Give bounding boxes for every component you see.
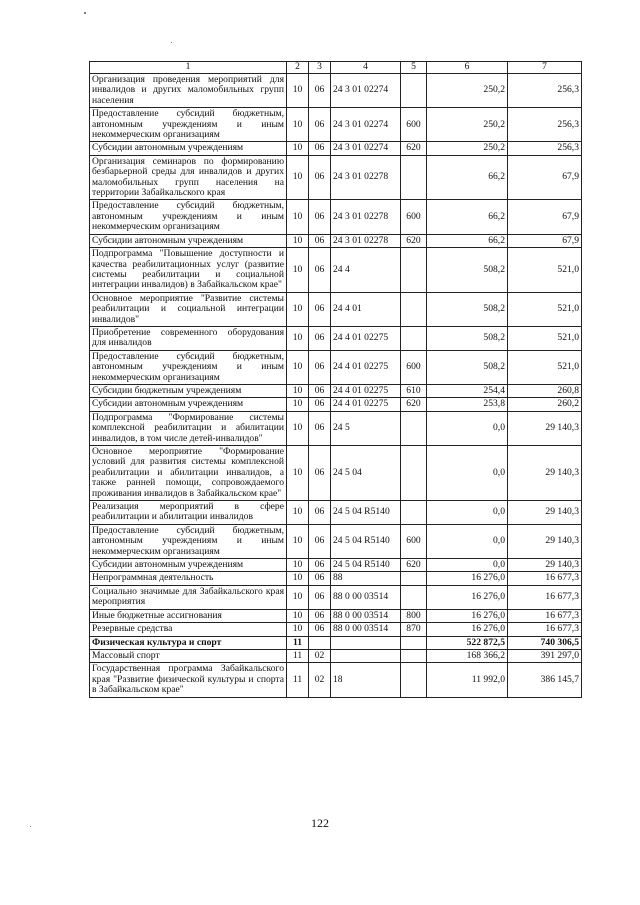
expense-type-cell: [401, 446, 427, 501]
section-code-cell: 10: [287, 501, 309, 525]
table-row: [90, 609, 582, 622]
amount-year2-cell: 256,3: [508, 108, 582, 142]
expense-type-cell: [401, 74, 427, 108]
expense-type-cell: 600: [401, 200, 427, 234]
row-name-cell: Социально значимые для Забайкальского края мероприятия: [90, 585, 287, 609]
table-row: [90, 398, 582, 411]
target-article-cell: 88 0 00 03514: [331, 609, 401, 622]
amount-year1-cell: 0,0: [427, 446, 508, 501]
expense-type-cell: [401, 326, 427, 350]
expense-type-cell: 610: [401, 384, 427, 397]
target-article-cell: 24 5 04 R5140: [331, 559, 401, 572]
amount-year1-cell: 16 276,0: [427, 585, 508, 609]
target-article-cell: 24 4 01 02275: [331, 350, 401, 384]
target-article-cell: 24 4 01: [331, 292, 401, 326]
subsection-code-cell: 06: [309, 501, 331, 525]
amount-year1-cell: 16 276,0: [427, 572, 508, 585]
subsection-code-cell: 06: [309, 572, 331, 585]
table-row: [90, 155, 582, 200]
amount-year2-cell: 521,0: [508, 248, 582, 293]
section-code-cell: 10: [287, 292, 309, 326]
section-code-cell: 10: [287, 609, 309, 622]
amount-year1-cell: 250,2: [427, 74, 508, 108]
row-name-cell: Субсидии автономным учреждениям: [90, 398, 287, 411]
amount-year2-cell: 391 297,0: [508, 649, 582, 662]
amount-year2-cell: 521,0: [508, 292, 582, 326]
subsection-code-cell: 06: [309, 350, 331, 384]
amount-year1-cell: 508,2: [427, 292, 508, 326]
section-code-cell: 10: [287, 108, 309, 142]
amount-year2-cell: 521,0: [508, 326, 582, 350]
amount-year2-cell: 67,9: [508, 200, 582, 234]
target-article-cell: 88 0 00 03514: [331, 623, 401, 636]
table-row: [90, 234, 582, 247]
section-code-cell: 11: [287, 649, 309, 662]
subsection-code-cell: 06: [309, 142, 331, 155]
expense-type-cell: 620: [401, 559, 427, 572]
amount-year1-cell: 66,2: [427, 155, 508, 200]
amount-year2-cell: 260,2: [508, 398, 582, 411]
amount-year2-cell: 29 140,3: [508, 446, 582, 501]
subsection-code-cell: 02: [309, 649, 331, 662]
expense-type-cell: [401, 585, 427, 609]
amount-year2-cell: 29 140,3: [508, 559, 582, 572]
expense-type-cell: 600: [401, 350, 427, 384]
expense-type-cell: 600: [401, 108, 427, 142]
table-row: [90, 326, 582, 350]
amount-year2-cell: 16 677,3: [508, 623, 582, 636]
subsection-code-cell: 06: [309, 155, 331, 200]
expense-type-cell: 600: [401, 524, 427, 558]
row-name-cell: Предоставление субсидий бюджетным, автономным учреждениям и иным некоммерческим организациям: [90, 108, 287, 142]
expense-type-cell: 620: [401, 142, 427, 155]
table-row: [90, 446, 582, 501]
target-article-cell: [331, 649, 401, 662]
amount-year1-cell: 522 872,5: [427, 636, 508, 649]
expense-type-cell: [401, 663, 427, 697]
column-header: 3: [309, 62, 331, 74]
section-code-cell: 10: [287, 446, 309, 501]
amount-year1-cell: 0,0: [427, 411, 508, 445]
expense-type-cell: [401, 155, 427, 200]
section-code-cell: 10: [287, 572, 309, 585]
column-header: 1: [90, 62, 287, 74]
section-code-cell: 10: [287, 74, 309, 108]
section-code-cell: 10: [287, 585, 309, 609]
amount-year1-cell: 0,0: [427, 524, 508, 558]
amount-year2-cell: 260,8: [508, 384, 582, 397]
amount-year2-cell: 16 677,3: [508, 609, 582, 622]
target-article-cell: 24 5: [331, 411, 401, 445]
amount-year1-cell: 0,0: [427, 501, 508, 525]
expense-type-cell: [401, 501, 427, 525]
table-row: [90, 248, 582, 293]
amount-year1-cell: 250,2: [427, 108, 508, 142]
table-row: [90, 384, 582, 397]
subsection-code-cell: 06: [309, 74, 331, 108]
scan-speck: [171, 42, 172, 43]
amount-year2-cell: 67,9: [508, 155, 582, 200]
section-code-cell: 10: [287, 411, 309, 445]
row-name-cell: Основное мероприятие "Развитие системы реабилитации и социальной интеграции инвалидов": [90, 292, 287, 326]
target-article-cell: 24 4 01 02275: [331, 398, 401, 411]
subsection-code-cell: 06: [309, 446, 331, 501]
column-header: 2: [287, 62, 309, 74]
table-row: [90, 524, 582, 558]
table-row: [90, 74, 582, 108]
amount-year2-cell: 29 140,3: [508, 411, 582, 445]
target-article-cell: 24 3 01 02278: [331, 200, 401, 234]
section-code-cell: 10: [287, 384, 309, 397]
amount-year2-cell: 256,3: [508, 74, 582, 108]
target-article-cell: 24 4: [331, 248, 401, 293]
section-code-cell: 10: [287, 326, 309, 350]
target-article-cell: 24 3 01 02278: [331, 234, 401, 247]
target-article-cell: [331, 636, 401, 649]
subsection-code-cell: 02: [309, 663, 331, 697]
amount-year1-cell: 508,2: [427, 248, 508, 293]
amount-year2-cell: 29 140,3: [508, 524, 582, 558]
target-article-cell: 24 3 01 02274: [331, 142, 401, 155]
table-row: [90, 649, 582, 662]
page-number: 122: [311, 816, 329, 830]
target-article-cell: 88: [331, 572, 401, 585]
target-article-cell: 24 3 01 02278: [331, 155, 401, 200]
amount-year1-cell: 66,2: [427, 234, 508, 247]
table-row: [90, 585, 582, 609]
row-name-cell: Предоставление субсидий бюджетным, автономным учреждениям и иным некоммерческим организациям: [90, 200, 287, 234]
scan-speck: [84, 12, 86, 14]
row-name-cell: Субсидии автономным учреждениям: [90, 234, 287, 247]
table-row: [90, 142, 582, 155]
subsection-code-cell: 06: [309, 248, 331, 293]
target-article-cell: 24 4 01 02275: [331, 326, 401, 350]
expense-type-cell: 620: [401, 398, 427, 411]
subsection-code-cell: 06: [309, 234, 331, 247]
subsection-code-cell: 06: [309, 411, 331, 445]
row-name-cell: Приобретение современного оборудования для инвалидов: [90, 326, 287, 350]
table-row: [90, 501, 582, 525]
target-article-cell: 24 3 01 02274: [331, 108, 401, 142]
column-header: 4: [331, 62, 401, 74]
subsection-code-cell: 06: [309, 398, 331, 411]
table-row: [90, 559, 582, 572]
target-article-cell: 24 4 01 02275: [331, 384, 401, 397]
target-article-cell: 24 5 04 R5140: [331, 524, 401, 558]
table-row: [90, 411, 582, 445]
subsection-code-cell: 06: [309, 524, 331, 558]
row-name-cell: Субсидии бюджетным учреждениям: [90, 384, 287, 397]
row-name-cell: Непрограммная деятельность: [90, 572, 287, 585]
row-name-cell: Организация проведения мероприятий для инвалидов и других маломобильных групп населения: [90, 74, 287, 108]
subsection-code-cell: 06: [309, 292, 331, 326]
row-name-cell: Предоставление субсидий бюджетным, автономным учреждениям и иным некоммерческим организациям: [90, 524, 287, 558]
table-row: [90, 292, 582, 326]
budget-table: [89, 61, 582, 698]
section-code-cell: 11: [287, 663, 309, 697]
row-name-cell: Массовый спорт: [90, 649, 287, 662]
table-row: [90, 108, 582, 142]
section-code-cell: 10: [287, 398, 309, 411]
column-header: 7: [508, 62, 582, 74]
target-article-cell: 18: [331, 663, 401, 697]
amount-year2-cell: 16 677,3: [508, 585, 582, 609]
column-header: 5: [401, 62, 427, 74]
row-name-cell: Основное мероприятие "Формирование условий для развития системы комплексной реабилитации и абилитации инвалидов, а также ранней помощи, сопровождаемого проживания инвалидов в Забайкальском крае": [90, 446, 287, 501]
row-name-cell: Резервные средства: [90, 623, 287, 636]
target-article-cell: 24 5 04 R5140: [331, 501, 401, 525]
expense-type-cell: [401, 636, 427, 649]
section-code-cell: 10: [287, 623, 309, 636]
section-code-cell: 10: [287, 234, 309, 247]
row-name-cell: Государственная программа Забайкальского края "Развитие физической культуры и спорта в Забайкальском крае": [90, 663, 287, 697]
expense-type-cell: [401, 248, 427, 293]
subsection-code-cell: 06: [309, 585, 331, 609]
amount-year1-cell: 508,2: [427, 326, 508, 350]
row-name-cell: Субсидии автономным учреждениям: [90, 559, 287, 572]
expense-type-cell: 870: [401, 623, 427, 636]
amount-year2-cell: 256,3: [508, 142, 582, 155]
target-article-cell: 24 3 01 02274: [331, 74, 401, 108]
expense-type-cell: 620: [401, 234, 427, 247]
subsection-code-cell: 06: [309, 326, 331, 350]
section-code-cell: 10: [287, 248, 309, 293]
target-article-cell: 24 5 04: [331, 446, 401, 501]
table-row: [90, 623, 582, 636]
amount-year2-cell: 67,9: [508, 234, 582, 247]
amount-year2-cell: 521,0: [508, 350, 582, 384]
subsection-code-cell: 06: [309, 609, 331, 622]
subsection-code-cell: 06: [309, 108, 331, 142]
amount-year2-cell: 386 145,7: [508, 663, 582, 697]
table-row: [90, 636, 582, 649]
amount-year1-cell: 11 992,0: [427, 663, 508, 697]
amount-year2-cell: 29 140,3: [508, 501, 582, 525]
expense-type-cell: 800: [401, 609, 427, 622]
row-name-cell: Организация семинаров по формированию безбарьерной среды для инвалидов и других маломобильных групп населения на территории Забайкальского края: [90, 155, 287, 200]
row-name-cell: Подпрограмма "Формирование системы комплексной реабилитации и абилитации инвалидов, в том числе детей-инвалидов": [90, 411, 287, 445]
amount-year1-cell: 16 276,0: [427, 623, 508, 636]
subsection-code-cell: 06: [309, 384, 331, 397]
expense-type-cell: [401, 572, 427, 585]
section-code-cell: 10: [287, 559, 309, 572]
row-name-cell: Реализация мероприятий в сфере реабилитации и абилитации инвалидов: [90, 501, 287, 525]
row-name-cell: Предоставление субсидий бюджетным, автономным учреждениям и иным некоммерческим организациям: [90, 350, 287, 384]
section-code-cell: 10: [287, 200, 309, 234]
section-code-cell: 11: [287, 636, 309, 649]
column-header: 6: [427, 62, 508, 74]
amount-year1-cell: 508,2: [427, 350, 508, 384]
table-row: [90, 663, 582, 697]
table-row: [90, 572, 582, 585]
amount-year2-cell: 16 677,3: [508, 572, 582, 585]
amount-year1-cell: 250,2: [427, 142, 508, 155]
section-code-cell: 10: [287, 350, 309, 384]
section-code-cell: 10: [287, 142, 309, 155]
table-header-row: [90, 62, 582, 74]
amount-year1-cell: 16 276,0: [427, 609, 508, 622]
row-name-cell: Физическая культура и спорт: [90, 636, 287, 649]
amount-year1-cell: 66,2: [427, 200, 508, 234]
row-name-cell: Подпрограмма "Повышение доступности и качества реабилитационных услуг (развитие системы реабилитации и социальной интеграции инвалидов) в Забайкальском крае": [90, 248, 287, 293]
row-name-cell: Иные бюджетные ассигнования: [90, 609, 287, 622]
budget-table-body: [90, 62, 582, 698]
subsection-code-cell: 06: [309, 200, 331, 234]
subsection-code-cell: 06: [309, 623, 331, 636]
amount-year1-cell: 253,8: [427, 398, 508, 411]
target-article-cell: 88 0 00 03514: [331, 585, 401, 609]
expense-type-cell: [401, 411, 427, 445]
expense-type-cell: [401, 649, 427, 662]
section-code-cell: 10: [287, 155, 309, 200]
amount-year2-cell: 740 306,5: [508, 636, 582, 649]
table-row: [90, 350, 582, 384]
row-name-cell: Субсидии автономным учреждениям: [90, 142, 287, 155]
section-code-cell: 10: [287, 524, 309, 558]
subsection-code-cell: [309, 636, 331, 649]
table-row: [90, 200, 582, 234]
amount-year1-cell: 254,4: [427, 384, 508, 397]
scan-speck: [30, 826, 31, 827]
expense-type-cell: [401, 292, 427, 326]
amount-year1-cell: 0,0: [427, 559, 508, 572]
subsection-code-cell: 06: [309, 559, 331, 572]
amount-year1-cell: 168 366,2: [427, 649, 508, 662]
